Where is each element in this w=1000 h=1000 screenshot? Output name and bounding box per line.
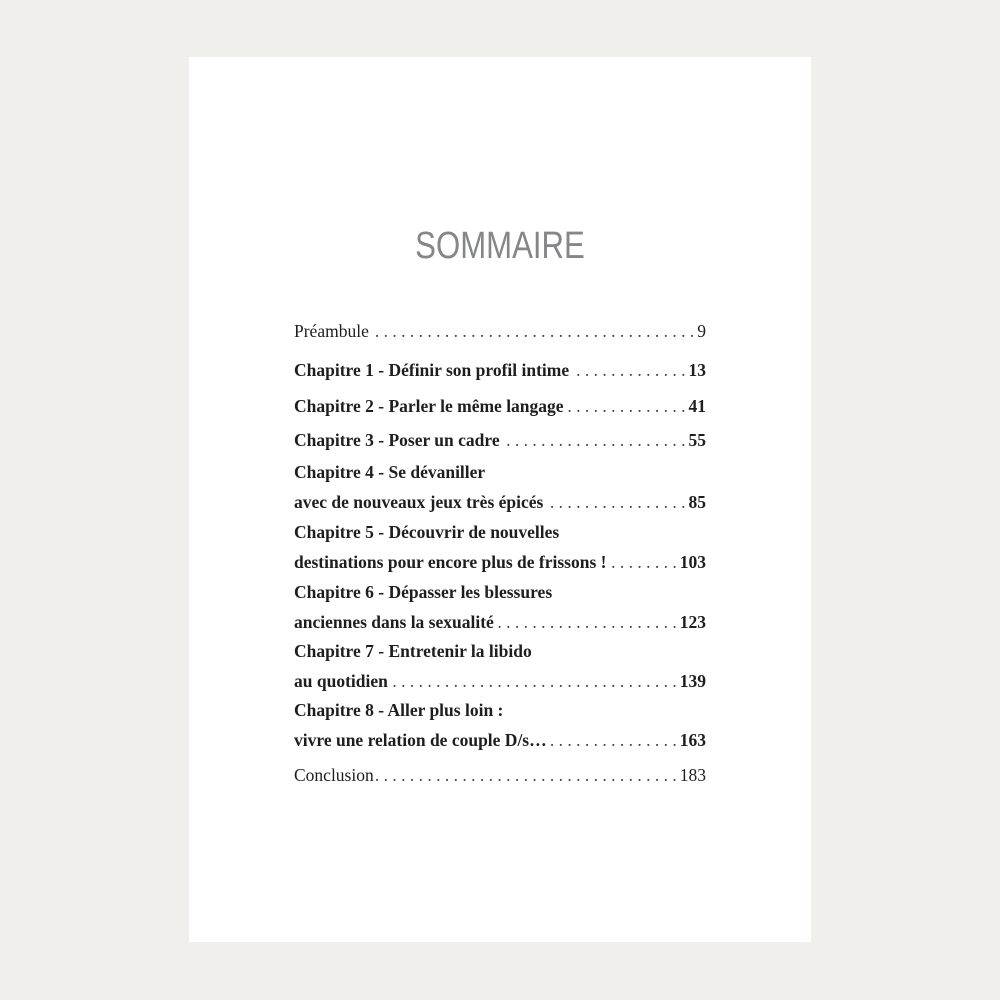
toc-entry-chapter-8 — [294, 696, 706, 755]
dot-leader — [371, 316, 694, 346]
toc-page-number: 9 — [697, 321, 706, 341]
toc-page-number: 41 — [688, 396, 706, 416]
toc-entry-label-line-2: anciennes dans la sexualité — [294, 612, 494, 632]
toc-entry-chapter-7 — [294, 637, 706, 696]
toc-entry-label-line-2: destinations pour encore plus de frissons ! — [294, 552, 607, 572]
toc-page-number: 163 — [679, 730, 706, 750]
toc-entry-chapter-2 — [294, 391, 706, 421]
dot-leader — [566, 391, 686, 421]
toc-entry-preambule — [294, 316, 706, 346]
toc-entry-label-line-2: avec de nouveaux jeux très épicés — [294, 492, 544, 512]
toc-entry-chapter-6 — [294, 578, 706, 637]
dot-leader — [608, 547, 676, 577]
toc-entry-label-line-2: vivre une relation de couple D/s… — [294, 730, 547, 750]
dot-leader — [571, 355, 685, 385]
toc-entry-chapter-4 — [294, 458, 706, 517]
toc-entry-label: Chapitre 1 - Définir son profil intime — [294, 360, 570, 380]
toc-page-number: 139 — [679, 671, 706, 691]
dot-leader — [496, 607, 677, 637]
toc-entry-chapter-5 — [294, 518, 706, 577]
toc-entry-label-line-2: au quotidien — [294, 671, 388, 691]
dot-leader — [545, 487, 685, 517]
toc-page-number: 13 — [688, 360, 706, 380]
toc-page-number: 55 — [688, 430, 706, 450]
dot-leader — [549, 725, 677, 755]
toc-entry-label: Chapitre 2 - Parler le même langage — [294, 396, 564, 416]
dot-leader — [390, 666, 677, 696]
toc-entry-label: Préambule — [294, 321, 369, 341]
toc-entry-label: Chapitre 3 - Poser un cadre — [294, 430, 500, 450]
toc-page-number: 103 — [679, 552, 706, 572]
dot-leader — [502, 425, 686, 455]
toc-entry-chapter-1 — [294, 355, 706, 385]
toc-entry-label-line-1: Chapitre 4 - Se dévaniller — [294, 462, 486, 482]
toc-entry-label-line-1: Chapitre 6 - Dépasser les blessures — [294, 582, 553, 602]
toc-page-number: 183 — [679, 765, 706, 785]
toc-entry-label-line-1: Chapitre 8 - Aller plus loin : — [294, 700, 504, 720]
toc-page-number: 85 — [688, 492, 706, 512]
page-title: SOMMAIRE — [415, 225, 585, 267]
toc-entry-label: Conclusion — [294, 765, 374, 785]
toc-entry-chapter-3 — [294, 425, 706, 455]
toc-entry-conclusion — [294, 760, 706, 790]
dot-leader — [376, 760, 677, 790]
toc-entry-label-line-1: Chapitre 5 - Découvrir de nouvelles — [294, 522, 560, 542]
toc-entry-label-line-1: Chapitre 7 - Entretenir la libido — [294, 641, 532, 661]
toc-page-number: 123 — [679, 612, 706, 632]
